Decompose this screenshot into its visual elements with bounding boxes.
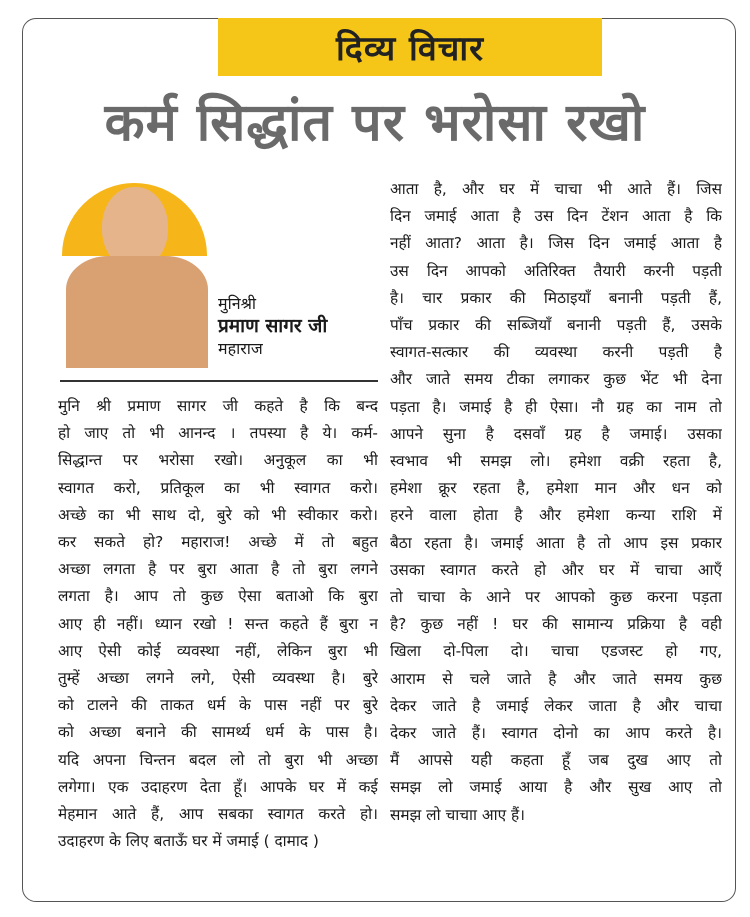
article-line: को टालने की ताकत धर्म के पास नहीं पर बुरे — [58, 696, 378, 715]
article-line: नहीं आता? आता है। जिस दिन जमाई आता है — [390, 234, 722, 253]
article-line: लगेगा। एक उदाहरण देता हूँ। आपके घर में कई — [58, 777, 378, 796]
article-line: आए ऐसी कोई व्यवस्था नहीं, लेकिन बुरा भी — [58, 641, 378, 660]
article-line: पाँच प्रकार की सब्जियाँ बनानी पड़ती हैं, उसके — [390, 316, 722, 335]
article-column-left — [58, 393, 378, 855]
article-headline: कर्म सिद्धांत पर भरोसा रखो — [104, 93, 646, 153]
article-line: है? कुछ नहीं ! घर की सामान्य प्रक्रिया है वही — [390, 615, 722, 634]
article-line: सिद्धान्त पर भरोसा रखो। अनुकूल का भी — [58, 451, 378, 470]
author-name: प्रमाण सागर जी — [218, 315, 328, 337]
article-line: आपने सुना है दसवाँ ग्रह है जमाई। उसका — [390, 424, 722, 443]
article-line: समझ लो चाचाा आए हैं। — [390, 805, 525, 824]
article-line: बैठा रहता है। जमाई आता है तो आप इस प्रकार — [390, 533, 722, 552]
article-line: देकर जाते हैं। स्वागत दोनो का आप करते है। — [390, 724, 722, 743]
author-byline — [218, 294, 327, 360]
article-line: उसका स्वागत करते हो और घर में चाचा आएँ — [390, 560, 722, 579]
article-line: देकर जाते है जमाई लेकर जाता है और चाचा — [390, 696, 722, 715]
article-line: स्वागत करो, प्रतिकूल का भी स्वागत करो। — [58, 478, 378, 497]
section-tag: दिव्य विचार — [218, 18, 602, 76]
article-line: लगता है। आप तो कुछ ऐसा बताओ कि बुरा — [58, 587, 378, 606]
article-line: उस दिन आपको अतिरिक्त तैयारी करनी पड़ती — [390, 261, 722, 280]
article-line: स्वभाव भी समझ लो। हमेशा वक्री रहता है, — [390, 452, 722, 471]
article-line: मेहमान आते हैं, आप सबका स्वागत करते हो। — [58, 805, 378, 824]
article-line: तो चाचा के आने पर आपको कुछ करना पड़ता — [390, 588, 722, 607]
article-line: है। चार प्रकार की मिठाइयाँ बनानी पड़ती हैं, — [390, 288, 722, 307]
article-line: पड़ता है। जमाई है ही ऐसा। नौ ग्रह का नाम तो — [390, 397, 722, 416]
article-line: को अच्छा बनाने की सामर्थ्य धर्म के पास है। — [58, 723, 378, 742]
article-line: हो जाए तो भी आनन्द । तपस्या है ये। कर्म- — [58, 424, 378, 443]
article-line: स्वागत-सत्कार की व्यवस्था करनी पड़ती है — [390, 343, 722, 362]
article-line: अच्छा लगता है पर बुरा आता है तो बुरा लगने — [58, 560, 378, 579]
article-line: यदि अपना चिन्तन बदल लो तो बुरा भी अच्छा — [58, 750, 378, 769]
article-line: और जाते समय टीका लगाकर कुछ भेंट भी देना — [390, 370, 722, 389]
article-line: मुनि श्री प्रमाण सागर जी कहते है कि बन्द — [58, 397, 378, 415]
article-line: कर सकते हो? महाराज! अच्छे में तो बहुत — [58, 533, 378, 552]
article-column-right — [390, 176, 722, 829]
article-line: हरने वाला होता है और हमेशा कन्या राशि में — [390, 506, 722, 525]
article-line: तुम्हें अच्छा लगने लगे, ऐसी व्यवस्था है। बुरे — [58, 669, 378, 688]
article-line: समझ लो जमाई आया है और सुख आए तो — [390, 778, 722, 797]
article-line: उदाहरण के लिए बताऊँ घर में जमाई ( दामाद ) — [58, 832, 319, 851]
article-line: दिन जमाई आता है उस दिन टेंशन आता है कि — [390, 207, 722, 226]
article-line: मैं आपसे यही कहता हूँ जब दुख आए तो — [390, 751, 722, 770]
article-line: खिला दो-पिला दो। चाचा एडजस्ट हो गए, — [390, 642, 722, 661]
article-line: अच्छे का भी साथ दो, बुरे को भी स्वीकार करो। — [58, 505, 378, 524]
byline-divider — [60, 380, 378, 382]
author-prefix: मुनिश्री — [218, 294, 257, 313]
article-line: आए ही नहीं। ध्यान रखो ! सन्त कहते हैं बुरा न — [58, 614, 378, 633]
article-line: आता है, और घर में चाचा भी आते हैं। जिस — [390, 180, 722, 198]
portrait-torso — [62, 256, 212, 368]
article-line: आराम से चले जाते है और जाते समय कुछ — [390, 669, 722, 688]
article-line: हमेशा क्रूर रहता है, हमेशा मान और धन को — [390, 479, 722, 498]
author-suffix: महाराज — [218, 339, 263, 358]
